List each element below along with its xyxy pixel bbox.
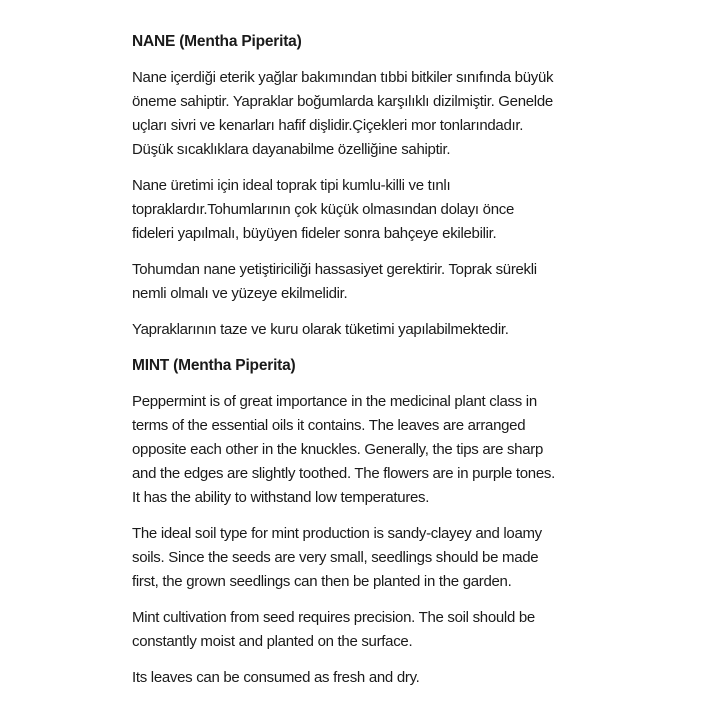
paragraph [132,66,602,162]
text-line: and the edges are slightly toothed. The flowers are in purple tones. [132,465,555,482]
text-line: topraklardır.Tohumlarının çok küçük olmasından dolayı önce [132,201,514,218]
paragraph [132,174,602,246]
paragraph [132,522,602,594]
text-line: The ideal soil type for mint production is sandy-clayey and loamy [132,525,542,542]
section-heading: MINT (Mentha Piperita) [132,357,296,374]
text-line: Its leaves can be consumed as fresh and dry. [132,669,420,686]
paragraph [132,606,602,654]
text-line: first, the grown seedlings can then be planted in the garden. [132,573,512,590]
text-line: öneme sahiptir. Yapraklar boğumlarda karşılıklı dizilmiştir. Genelde [132,93,553,110]
text-line: Mint cultivation from seed requires precision. The soil should be [132,609,535,626]
text-line: Nane üretimi için ideal toprak tipi kumlu-killi ve tınlı [132,177,451,194]
section-nane [132,30,602,342]
text-line: opposite each other in the knuckles. Generally, the tips are sharp [132,441,544,458]
text-line: soils. Since the seeds are very small, seedlings should be made [132,549,539,566]
text-line: constantly moist and planted on the surface. [132,633,413,650]
section-mint [132,354,602,690]
section-heading: NANE (Mentha Piperita) [132,33,302,50]
text-line: Tohumdan nane yetiştiriciliği hassasiyet gerektirir. Toprak sürekli [132,261,537,278]
text-line: Peppermint is of great importance in the medicinal plant class in [132,393,537,410]
text-line: nemli olmalı ve yüzeye ekilmelidir. [132,285,348,302]
paragraph [132,666,602,690]
paragraph [132,390,602,510]
text-line: Yapraklarının taze ve kuru olarak tüketimi yapılabilmektedir. [132,321,509,338]
text-line: terms of the essential oils it contains. The leaves are arranged [132,417,526,434]
text-line: uçları sivri ve kenarları hafif dişlidir.Çiçekleri mor tonlarındadır. [132,117,524,134]
text-line: Nane içerdiği eterik yağlar bakımından tıbbi bitkiler sınıfında büyük [132,69,554,86]
text-line: Düşük sıcaklıklara dayanabilme özelliğine sahiptir. [132,141,451,158]
paragraph [132,318,602,342]
text-line: fideleri yapılmalı, büyüyen fideler sonra bahçeye ekilebilir. [132,225,497,242]
paragraph [132,258,602,306]
document-body [132,30,602,702]
text-line: It has the ability to withstand low temperatures. [132,489,430,506]
